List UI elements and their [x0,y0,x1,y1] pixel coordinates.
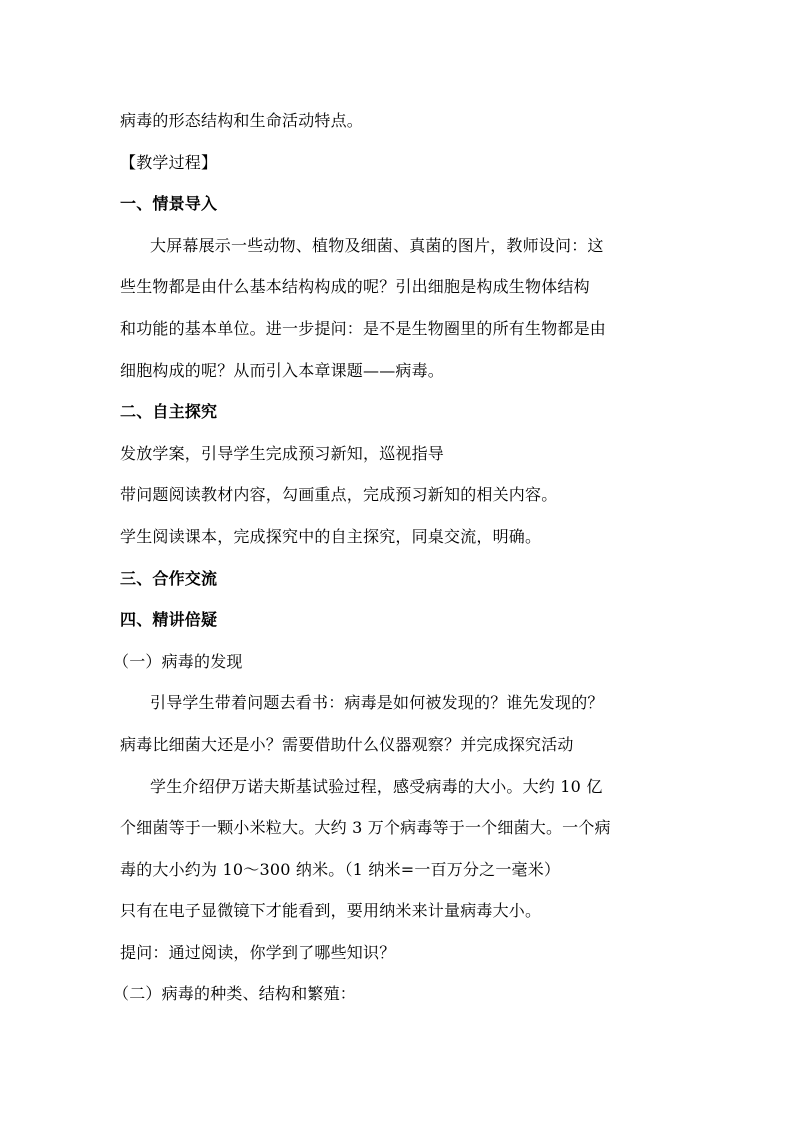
section-heading-4: 四、精讲倍疑 [120,610,218,630]
paragraph-text: 学生阅读课本，完成探究中的自主探究，同桌交流，明确。 [120,526,542,546]
subsection-heading-2: （二）病毒的种类、结构和繁殖： [113,984,357,1004]
paragraph-text: 引导学生带着问题去看书：病毒是如何被发现的？谁先发现的？ [150,693,604,713]
paragraph-text: 病毒的形态结构和生命活动特点。 [120,111,364,130]
section-heading-2: 二、自主探究 [120,402,218,422]
paragraph-text: 病毒比细菌大还是小？需要借助什么仪器观察？并完成探究活动 [120,734,574,754]
document-body [113,100,680,1015]
paragraph-text: 毒的大小约为 10～300 纳米。（1 纳米=一百万分之一毫米） [120,859,561,879]
paragraph-text: 学生介绍伊万诺夫斯基试验过程，感受病毒的大小。大约 10 亿 [150,776,603,796]
section-heading-1: 一、情景导入 [120,194,218,214]
paragraph-text: 大屏幕展示一些动物、植物及细菌、真菌的图片，教师设问：这 [150,235,604,255]
paragraph-text: 提问：通过阅读，你学到了哪些知识？ [120,942,396,962]
paragraph-text: 些生物都是由什么基本结构构成的呢？引出细胞是构成生物体结构 [120,277,590,297]
section-heading-3: 三、合作交流 [120,568,218,588]
subsection-heading-1: （一）病毒的发现 [113,651,243,671]
paragraph-text: 发放学案，引导学生完成预习新知，巡视指导 [120,443,445,463]
paragraph-text: 带问题阅读教材内容，勾画重点，完成预习新知的相关内容。 [120,485,558,505]
paragraph-text: 个细菌等于一颗小米粒大。大约 3 万个病毒等于一个细菌大。一个病 [120,818,611,838]
section-label-teaching-process: 【教学过程】 [120,152,218,172]
paragraph-text: 和功能的基本单位。进一步提问：是不是生物圈里的所有生物都是由 [120,318,607,338]
paragraph-text: 只有在电子显微镜下才能看到，要用纳米来计量病毒大小。 [120,901,542,921]
paragraph-text: 细胞构成的呢？从而引入本章课题——病毒。 [120,360,445,380]
